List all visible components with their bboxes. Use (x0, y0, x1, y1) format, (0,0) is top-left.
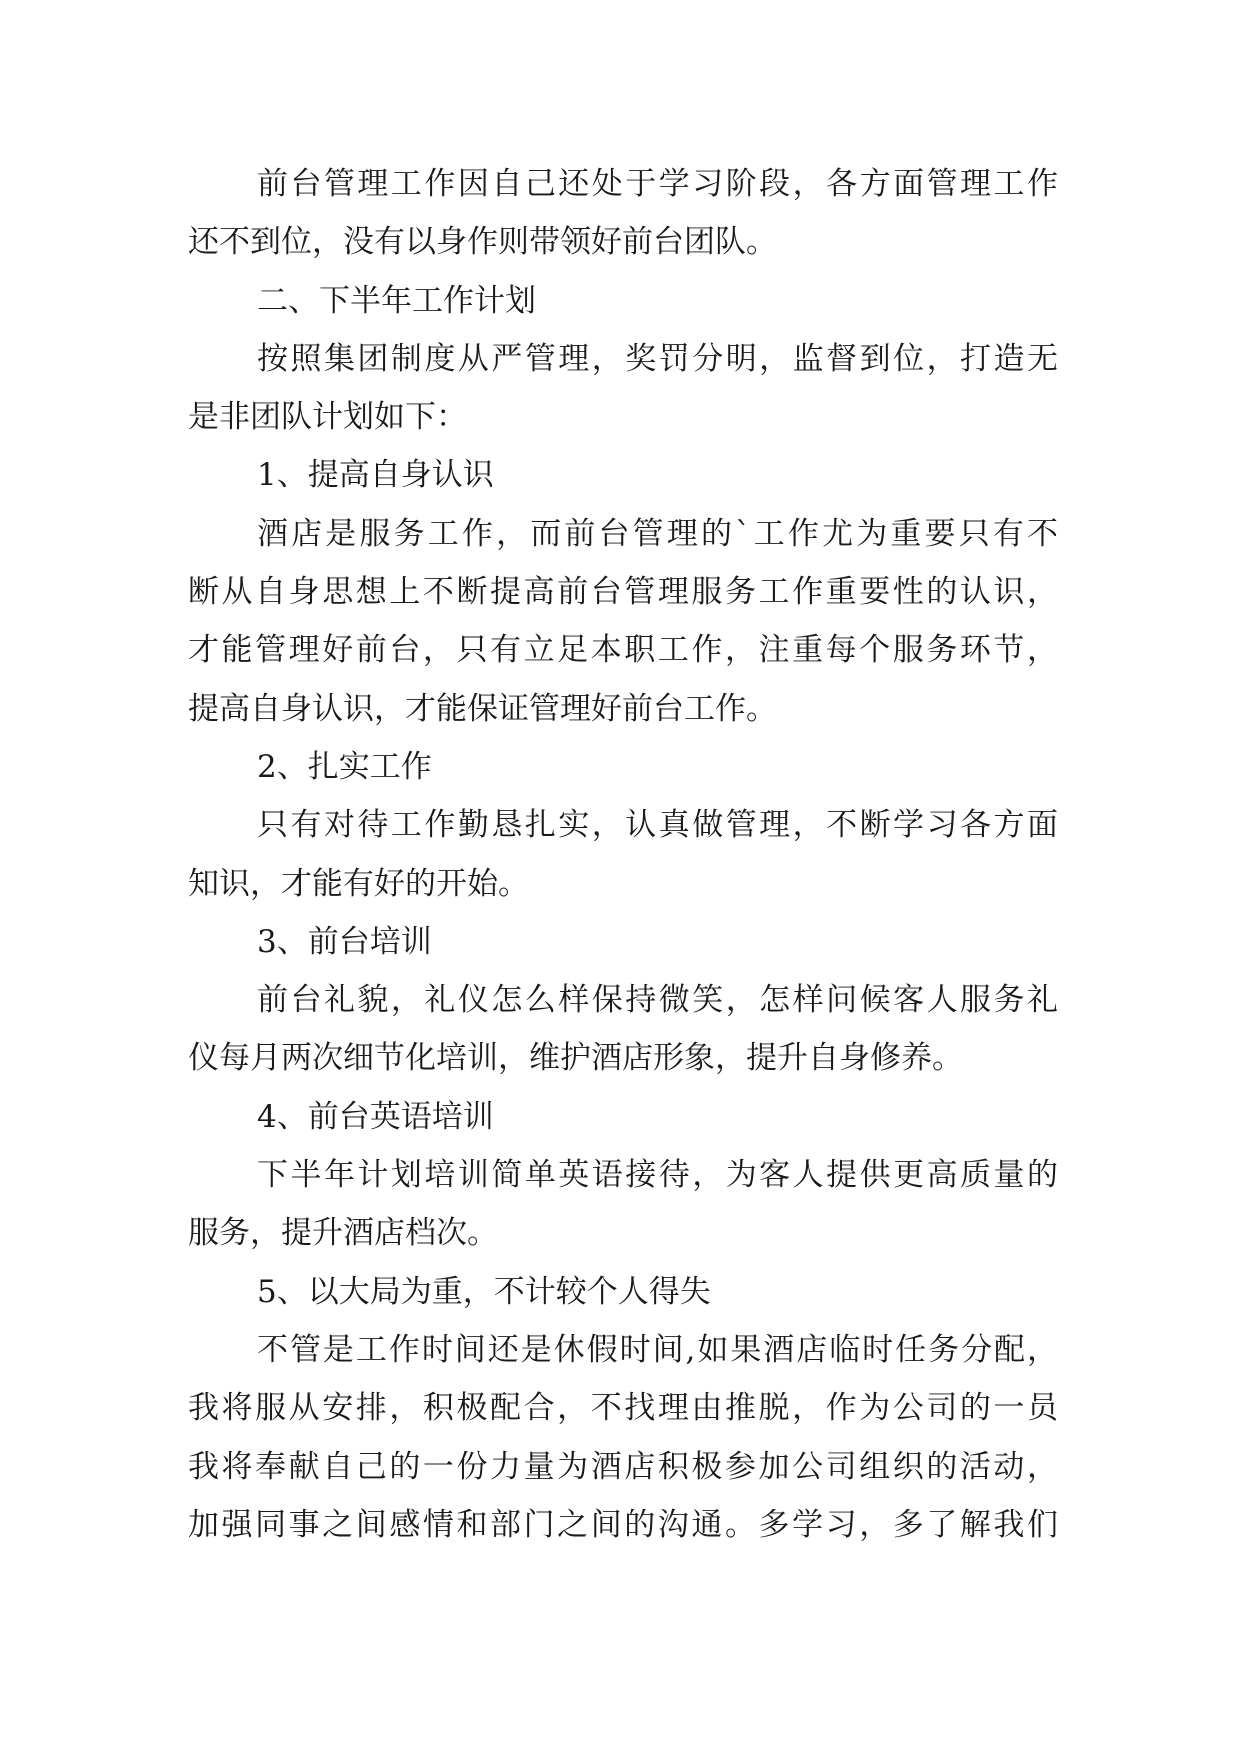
paragraph (188, 1321, 1058, 1554)
text-line: 加强同事之间感情和部门之间的沟通。多学习，多了解我们 (188, 1506, 1058, 1543)
paragraph (188, 330, 1058, 447)
text-line: 1、提高自身认识 (257, 457, 494, 494)
text-line: 是非团队计划如下： (188, 399, 467, 436)
text-line: 3、前台培训 (257, 923, 432, 960)
text-line: 2、扎实工作 (257, 748, 432, 785)
text-line: 前台管理工作因自己还处于学习阶段，各方面管理工作 (257, 166, 1058, 202)
text-line: 二、下半年工作计划 (257, 282, 536, 319)
text-line: 下半年计划培训简单英语接待，为客人提供更高质量的 (257, 1157, 1058, 1194)
subsection-heading (188, 1263, 1058, 1321)
subsection-heading (188, 738, 1058, 796)
text-line: 只有对待工作勤恳扎实，认真做管理，不断学习各方面 (257, 807, 1058, 844)
text-line: 服务，提升酒店档次。 (188, 1215, 498, 1252)
text-line: 才能管理好前台，只有立足本职工作，注重每个服务环节， (188, 632, 1058, 669)
paragraph (188, 155, 1058, 272)
document-body (188, 155, 1058, 1554)
text-line: 知识，才能有好的开始。 (188, 865, 529, 902)
paragraph (188, 796, 1058, 913)
text-line: 4、前台英语培训 (257, 1098, 494, 1135)
text-line: 我将服从安排，积极配合，不找理由推脱，作为公司的一员 (188, 1390, 1058, 1427)
text-line: 仪每月两次细节化培训，维护酒店形象，提升自身修养。 (188, 1040, 963, 1077)
subsection-heading (188, 1088, 1058, 1146)
text-line: 断从自身思想上不断提高前台管理服务工作重要性的认识， (188, 574, 1058, 611)
text-line: 酒店是服务工作，而前台管理的`工作尤为重要只有不 (257, 515, 1058, 552)
text-line: 我将奉献自己的一份力量为酒店积极参加公司组织的活动， (188, 1448, 1058, 1485)
text-line: 还不到位，没有以身作则带领好前台团队。 (188, 224, 777, 261)
text-line: 不管是工作时间还是休假时间,如果酒店临时任务分配， (257, 1331, 1058, 1368)
paragraph (188, 1146, 1058, 1263)
paragraph (188, 505, 1058, 738)
text-line: 提高自身认识，才能保证管理好前台工作。 (188, 690, 777, 727)
subsection-heading (188, 913, 1058, 971)
subsection-heading (188, 446, 1058, 504)
text-line: 5、以大局为重，不计较个人得失 (257, 1273, 711, 1310)
paragraph (188, 971, 1058, 1088)
section-heading (188, 272, 1058, 330)
text-line: 前台礼貌，礼仪怎么样保持微笑，怎样问候客人服务礼 (257, 982, 1058, 1019)
text-line: 按照集团制度从严管理，奖罚分明，监督到位，打造无 (257, 340, 1058, 377)
